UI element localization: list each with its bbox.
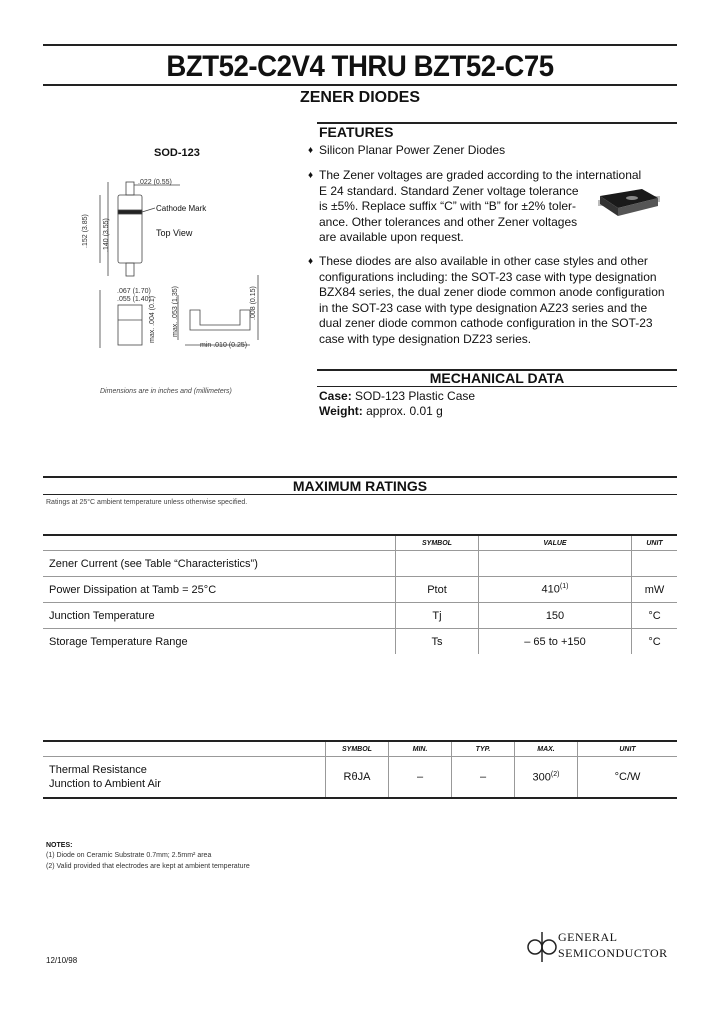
top-rule bbox=[43, 44, 677, 46]
feature-line: is ±5%. Replace suffix “C” with “B” for ±2% toler- bbox=[319, 199, 577, 213]
package-name: SOD-123 bbox=[154, 147, 200, 159]
table-row: Storage Temperature Range Ts – 65 to +150 °C bbox=[43, 629, 677, 655]
package-drawing bbox=[90, 170, 270, 360]
feature-line: dual zener diode common cathode configuration in the SOT-23 bbox=[319, 316, 653, 330]
feature-line: ance. Other tolerances and other Zener voltages bbox=[319, 214, 578, 229]
dimension-caption: Dimensions are in inches and (millimeters) bbox=[100, 388, 232, 395]
ratings-rule-bottom bbox=[43, 494, 677, 495]
feature-item-1: Silicon Planar Power Zener Diodes bbox=[319, 143, 506, 157]
feature-line: The Zener voltages are graded according to the international bbox=[319, 168, 642, 182]
dim-min: min .010 (0.25) bbox=[200, 342, 248, 349]
ratings-note: Ratings at 25°C ambient temperature unless otherwise specified. bbox=[46, 499, 248, 506]
page-title: BZT52-C2V4 THRU BZT52-C75 bbox=[166, 50, 554, 83]
dim-top: .022 (0.55) bbox=[138, 179, 172, 186]
top-view-label: Top View bbox=[156, 228, 193, 238]
bullet-icon: ♦ bbox=[308, 256, 314, 267]
page-subtitle: ZENER DIODES bbox=[299, 89, 420, 106]
note-1: (1) Diode on Ceramic Substrate 0.7mm; 2.5mm² area bbox=[46, 852, 212, 859]
table-row: Power Dissipation at Tamb = 25°C Ptot 410$^{(1)}$ mW bbox=[43, 577, 677, 603]
ratings-heading: MAXIMUM RATINGS bbox=[292, 478, 428, 494]
feature-line: These diodes are also available in other case styles and other bbox=[319, 254, 648, 268]
component-photo bbox=[592, 186, 666, 220]
col-unit: UNIT bbox=[632, 535, 678, 551]
feature-line: E 24 standard. Standard Zener voltage tolerance bbox=[319, 183, 579, 198]
weight-line: Weight: approx. 0.01 g bbox=[319, 404, 443, 418]
note-2: (2) Valid provided that electrodes are kept at ambient temperature bbox=[46, 863, 250, 870]
dim-side: .008 (0.15) bbox=[250, 286, 257, 320]
dim-len1: .152 (3.85) bbox=[82, 214, 89, 248]
dim-w2: .055 (1.40) bbox=[117, 296, 151, 303]
dim-len2: .140 (3.55) bbox=[103, 218, 110, 252]
mechanical-rule-bottom bbox=[317, 386, 677, 387]
case-line: Case: SOD-123 Plastic Case bbox=[319, 389, 476, 403]
max-ratings-table bbox=[43, 534, 677, 654]
bullet-icon: ♦ bbox=[308, 145, 314, 156]
dim-w1: .067 (1.70) bbox=[117, 288, 151, 295]
cathode-mark-label: Cathode Mark bbox=[156, 204, 207, 213]
feature-line: case with type designation DZ23 series. bbox=[319, 331, 532, 346]
features-heading: FEATURES bbox=[319, 124, 394, 140]
company-logo-icon bbox=[524, 928, 560, 966]
col-value: VALUE bbox=[479, 535, 632, 551]
dim-h2: max. .053 (1.35) bbox=[172, 286, 179, 337]
logo-line-1: GENERAL bbox=[558, 930, 618, 944]
feature-line: configurations including: the SOT-23 case with type designation bbox=[319, 269, 657, 284]
dim-h: max. .004 (0.1) bbox=[149, 295, 156, 343]
col-symbol: SYMBOL bbox=[396, 535, 479, 551]
feature-line: in the SOT-23 case with type designation AZ23 series and the bbox=[319, 300, 648, 315]
table-row: Thermal Resistance Junction to Ambient Air RθJA – – 300$^{(2)}$ °C/W bbox=[43, 757, 677, 799]
feature-line: are available upon request. bbox=[319, 230, 464, 244]
logo-line-2: SEMICONDUCTOR bbox=[558, 946, 668, 960]
notes-heading: NOTES: bbox=[46, 842, 73, 849]
title-rule bbox=[43, 84, 677, 86]
table-row: Zener Current (see Table “Characteristics”) bbox=[43, 551, 677, 577]
feature-line: BZX84 series, the dual zener diode common anode configuration bbox=[319, 285, 665, 299]
footer-date: 12/10/98 bbox=[46, 956, 78, 965]
mechanical-heading: MECHANICAL DATA bbox=[429, 370, 565, 386]
thermal-table: SYMBOL MIN. TYP. MAX. UNIT Thermal Resistance Junction to Ambient Air RθJA – – 300$^{(2)}$ °C/W bbox=[43, 740, 677, 799]
bullet-icon: ♦ bbox=[308, 170, 314, 181]
table-row: Junction Temperature Tj 150 °C bbox=[43, 603, 677, 629]
